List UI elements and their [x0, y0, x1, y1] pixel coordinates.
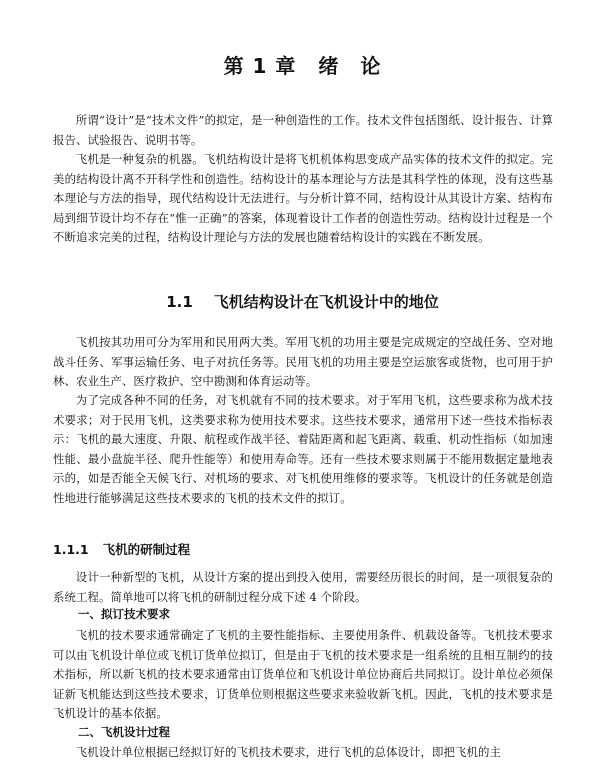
subsection-paragraph: 设计一种新型的飞机，从设计方案的提出到投入使用，需要经历很长的时间，是一项很复杂的系统工程。简单地可以将飞机的研制过程分成下述 4 个阶段。: [53, 570, 553, 604]
section-title: [0, 291, 605, 312]
intro-paragraph-2: 飞机是一种复杂的机器。飞机结构设计是将飞机机体构思变成产品实体的技术文件的拟定。完美的结构设计离不开科学性和创造性。结构设计的基本理论与方法是其科学性的体现，没有这些基本理论与方法的指导，现代结构设计无法进行。与分析计算不同，结构设计从其设计方案、结构布局到细节设计均不存在“惟一正确”的答案，体现着设计工作者的创造性劳动。结构设计过程是一个不断追求完美的过程，结构设计理论与方法的发展也随着结构设计的实践在不断发展。: [53, 152, 553, 244]
subsection-name: 飞机的研制过程: [102, 542, 191, 557]
step-paragraph-1: 飞机的技术要求通常确定了飞机的主要性能指标、主要使用条件、机载设备等。飞机技术要求可以由飞机设计单位或飞机订货单位拟订，但是由于飞机的技术要求是一组系统的且相互制约的技术指标，所以新飞机的技术要求通常由订货单位和飞机设计单位协商后共同拟订。设计单位必须保证新飞机能达到这些技术要求，订货单位则根据这些要求来验收新飞机。因此，飞机的技术要求是飞机设计的基本依据。: [53, 628, 553, 720]
section-name: 飞机结构设计在飞机设计中的地位: [213, 293, 439, 311]
section-paragraph-2: 为了完成各种不同的任务，对飞机就有不同的技术要求。对于军用飞机，这些要求称为战术技术要求；对于民用飞机，这类要求称为使用技术要求。这些技术要求，通常用下述一些技术指标表示：飞机的最大速度、升限、航程或作战半径、着陆距离和起飞距离、载重、机动性指标（如加速性能、最小盘旋半径、爬升性能等）和使用寿命等。还有一些技术要求则属于不能用数据定量地表示的，如是否能全天候飞行、对机场的要求、对飞机使用维修的要求等。飞机设计的任务就是创造性地进行能够满足这些技术要求的飞机的技术文件的拟订。: [53, 393, 553, 505]
section-number: 1.1: [166, 293, 193, 311]
chapter-number: 第 1 章: [223, 54, 297, 78]
step-paragraph-2: 飞机设计单位根据已经拟订好的飞机技术要求，进行飞机的总体设计，即把飞机的主: [75, 745, 501, 759]
step-title-2: 二、飞机设计过程: [78, 725, 170, 739]
chapter-title: [0, 50, 605, 79]
section-paragraph-1: 飞机按其功用可分为军用和民用两大类。军用飞机的功用主要是完成规定的空战任务、空对地战斗任务、军事运输任务、电子对抗任务等。民用飞机的功用主要是空运旅客或货物，也可用于护林、农业生产、医疗救护、空中勘测和体育运动等。: [53, 335, 553, 388]
subsection-title: [53, 540, 190, 558]
intro-paragraph-1: 所谓“设计”是“技术文件”的拟定，是一种创造性的工作。技术文件包括图纸、设计报告、计算报告、试验报告、说明书等。: [53, 113, 553, 147]
subsection-number: 1.1.1: [53, 542, 89, 557]
chapter-name: 绪 论: [318, 54, 382, 78]
step-title-1: 一、拟订技术要求: [78, 607, 170, 621]
